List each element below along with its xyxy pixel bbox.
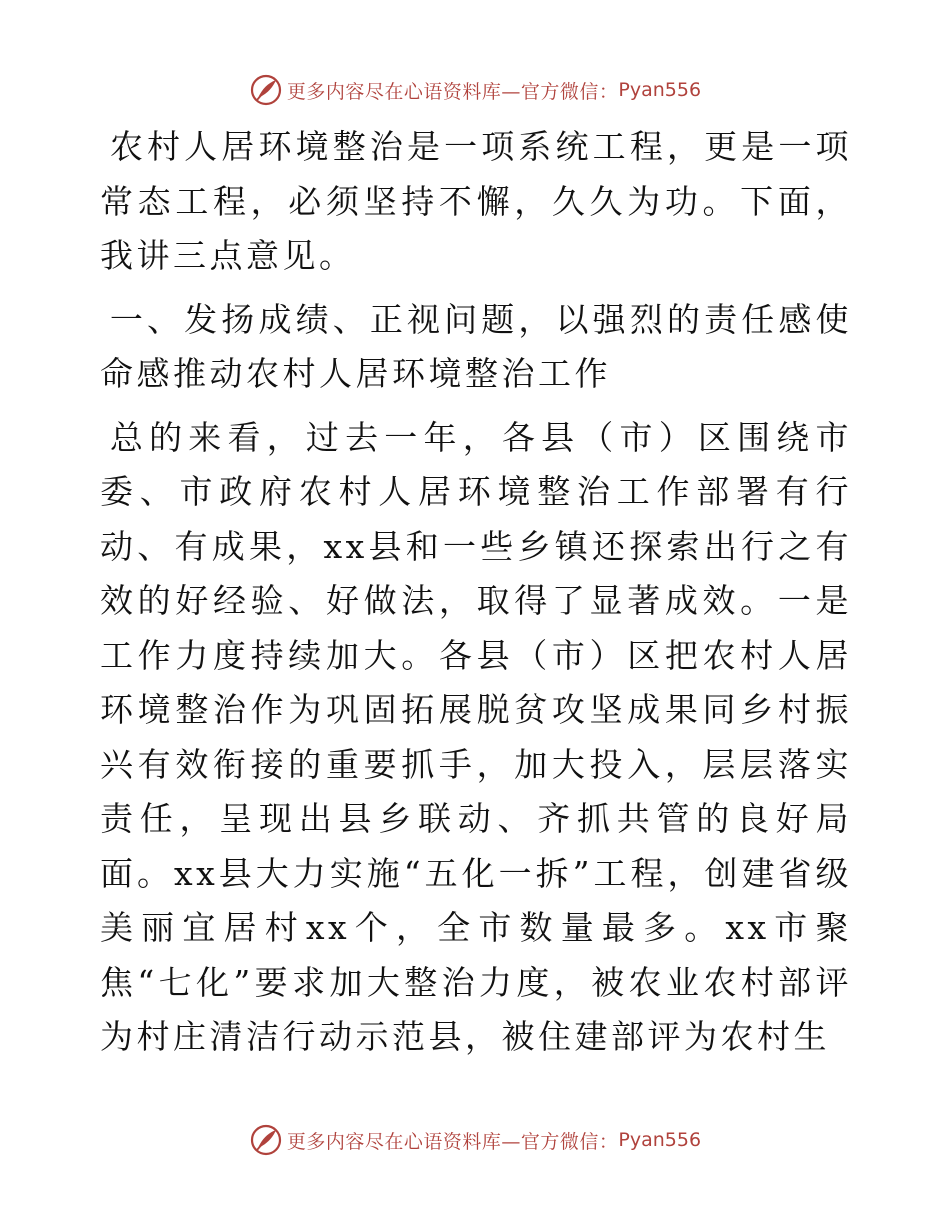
document-body	[100, 120, 852, 1065]
feather-quill-icon	[249, 73, 283, 107]
feather-quill-icon	[249, 1123, 283, 1157]
section-heading: 一、发扬成绩、正视问题，以强烈的责任感使命感推动农村人居环境整治工作	[100, 299, 852, 393]
body-paragraph: 总的来看，过去一年，各县（市）区围绕市委、市政府农村人居环境整治工作部署有行动、有成果，xx县和一些乡镇还探索出行之有效的好经验、好做法，取得了显著成效。一是工作力度持续加大。各县（市）区把农村人居环境整治作为巩固拓展脱贫攻坚成果同乡村振兴有效衔接的重要抓手，加大投入，层层落实责任，呈现出县乡联动、齐抓共管的良好局面。xx县大力实施“五化一拆”工程，创建省级美丽宜居村xx个，全市数量最多。xx市聚焦“七化”要求加大整治力度，被农业农村部评为村庄清洁行动示范县，被住建部评为农村生	[100, 417, 852, 1056]
watermark-footer	[0, 1120, 950, 1160]
intro-paragraph: 农村人居环境整治是一项系统工程，更是一项常态工程，必须坚持不懈，久久为功。下面，我讲三点意见。	[100, 127, 852, 275]
watermark-wechat-id: Pyan556	[618, 1129, 702, 1151]
watermark-text: 更多内容尽在心语资料库—官方微信：	[286, 80, 619, 103]
watermark-wechat-id: Pyan556	[618, 79, 702, 101]
watermark-header	[0, 70, 950, 110]
watermark-text: 更多内容尽在心语资料库—官方微信：	[286, 1130, 619, 1153]
